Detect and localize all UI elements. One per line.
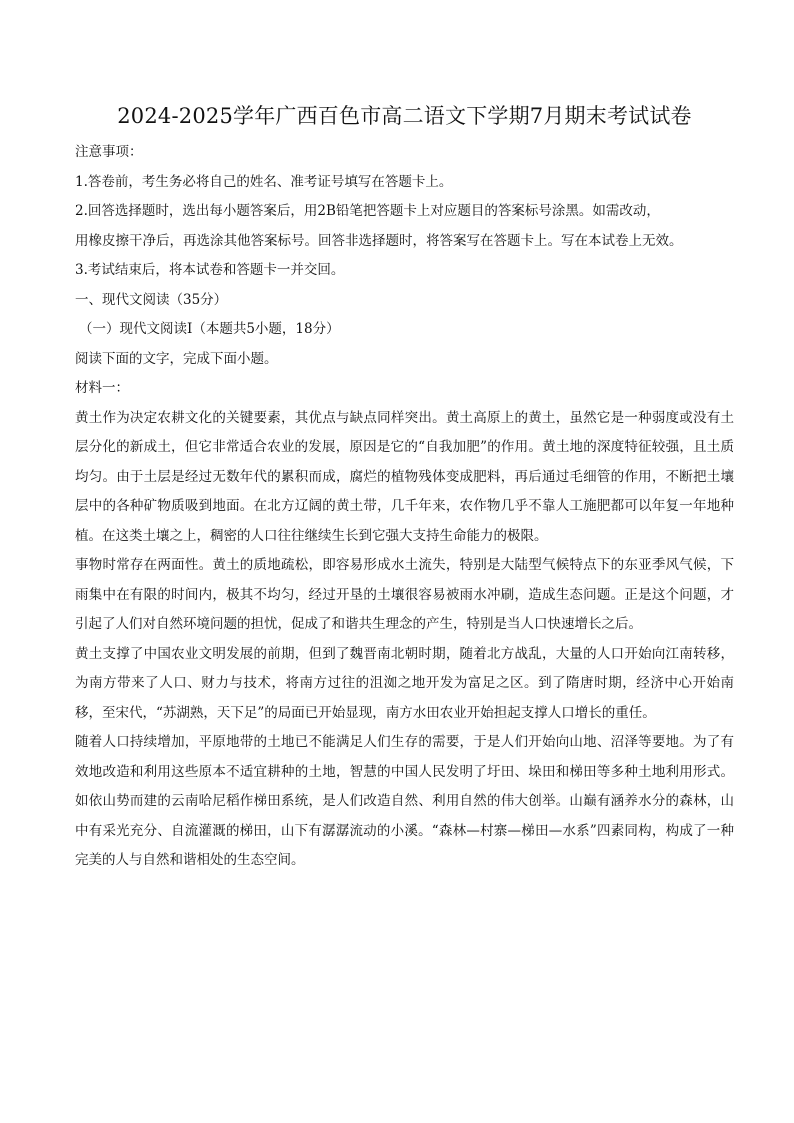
- subsection-heading: （一）现代文阅读Ⅰ（本题共5小题，18分）: [79, 321, 340, 337]
- reading-instruction: 阅读下面的文字，完成下面小题。: [75, 350, 278, 367]
- note-item: 2.回答选择题时，选出每小题答案后，用2B铅笔把答题卡上对应题目的答案标号涂黑。如需改动，: [75, 203, 660, 219]
- note-item: 1.答卷前，考生务必将自己的姓名、准考证号填写在答题卡上。: [75, 173, 453, 190]
- material-paragraph: 事物时常存在两面性。黄土的质地疏松，即容易形成水土流失，特别是大陆型气候特点下的东亚季风气候，下雨集中在有限的时间内，极其不均匀，经过开垦的土壤很容易被雨水冲刷，造成生态问题。正是这个问题，才引起了人们对自然环境问题的担忧，促成了和谐共生理念的产生，特别是当人口快速增长之后。: [75, 557, 734, 632]
- notes-heading: 注意事项：: [75, 144, 143, 160]
- material-paragraph: 随着人口持续增加，平原地带的土地已不能满足人们生存的需要，于是人们开始向山地、沼泽等要地。为了有效地改造和利用这些原本不适宜耕种的土地，智慧的中国人民发明了圩田、垛田和梯田等多种土地利用形式。如依山势而建的云南哈尼稻作梯田系统，是人们改造自然、利用自然的伟大创举。山巅有涵养水分的森林，山中有采光充分、自流灌溉的梯田，山下有潺潺流动的小溪。“森林—村寨—梯田—水系”四素同构，构成了一种完美的人与自然和谐相处的生态空间。: [75, 734, 734, 868]
- note-item: 3.考试结束后，将本试卷和答题卡一并交回。: [75, 262, 345, 278]
- material-label: 材料一：: [75, 380, 129, 396]
- material-paragraph: 黄土作为决定农耕文化的关键要素，其优点与缺点同样突出。黄土高原上的黄土，虽然它是一种弱度或没有土层分化的新成土，但它非常适合农业的发展，原因是它的“自我加肥”的作用。黄土地的深度特征较强，且土质均匀。由于土层是经过无数年代的累积而成，腐烂的植物残体变成肥料，再后通过毛细管的作用，不断把土壤层中的各种矿物质吸到地面。在北方辽阔的黄土带，几千年来，农作物几乎不靠人工施肥都可以年复一年地种植。在这类土壤之上，稠密的人口往往继续生长到它强大支持生命能力的极限。: [75, 409, 734, 544]
- exam-title: 2024-2025学年广西百色市高二语文下学期7月期末考试试卷: [117, 104, 692, 128]
- material-paragraph: 黄土支撑了中国农业文明发展的前期，但到了魏晋南北朝时期，随着北方战乱，大量的人口开始向江南转移，为南方带来了人口、财力与技术，将南方过往的沮洳之地开发为富足之区。到了隋唐时期，经济中心开始南移，至宋代，“苏湖熟，天下足”的局面已开始显现，南方水田农业开始担起支撑人口增长的重任。: [75, 645, 734, 721]
- section-heading: 一、现代文阅读（35分）: [75, 291, 228, 308]
- note-item: 用橡皮擦干净后，再选涂其他答案标号。回答非选择题时，将答案写在答题卡上。写在本试卷上无效。: [75, 232, 683, 249]
